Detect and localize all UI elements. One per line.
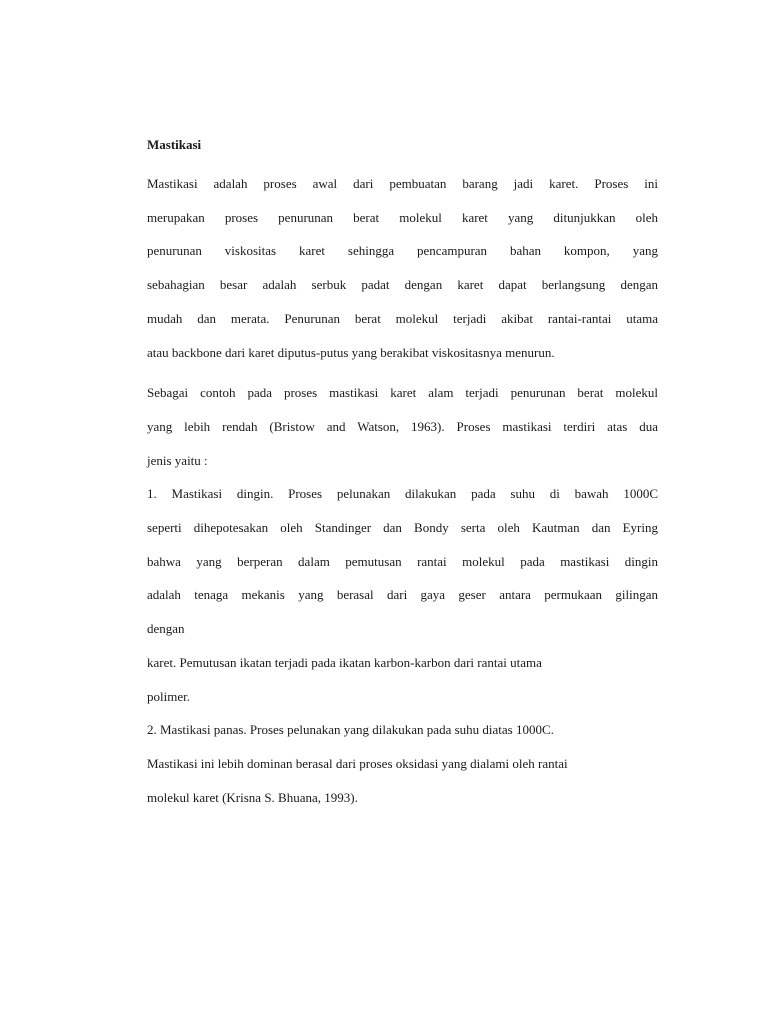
text-line: Mastikasi ini lebih dominan berasal dari proses oksidasi yang dialami oleh rantai — [147, 755, 568, 771]
text-line: sebahagian besar adalah serbuk padat dengan karet dapat berlangsung dengan — [147, 277, 658, 293]
text-line: bahwa yang berperan dalam pemutusan rantai molekul pada mastikasi dingin — [147, 553, 658, 569]
text-line: polimer. — [147, 688, 190, 704]
text-line: jenis yaitu : — [147, 452, 208, 468]
text-line: Sebagai contoh pada proses mastikasi karet alam terjadi penurunan berat molekul — [147, 385, 658, 401]
text-line: Mastikasi adalah proses awal dari pembuatan barang jadi karet. Proses ini — [147, 176, 658, 191]
text-line: penurunan viskositas karet sehingga pencampuran bahan kompon, yang — [147, 243, 658, 259]
section-heading: Mastikasi — [147, 137, 202, 152]
list-item-mastikasi-dingin — [147, 477, 658, 713]
text-line: 1. Mastikasi dingin. Proses pelunakan dilakukan pada suhu di bawah 1000C — [147, 486, 658, 502]
text-line: molekul karet (Krisna S. Bhuana, 1993). — [147, 789, 358, 805]
list-item-mastikasi-panas — [147, 713, 658, 814]
text-line: atau backbone dari karet diputus-putus yang berakibat viskositasnya menurun. — [147, 344, 555, 360]
paragraph-2 — [147, 376, 658, 477]
text-line: karet. Pemutusan ikatan terjadi pada ikatan karbon-karbon dari rantai utama — [147, 654, 542, 670]
text-line: mudah dan merata. Penurunan berat molekul terjadi akibat rantai-rantai utama — [147, 310, 658, 326]
text-line: adalah tenaga mekanis yang berasal dari gaya geser antara permukaan gilingan — [147, 587, 658, 603]
text-line: dengan — [147, 621, 185, 637]
text-line: seperti dihepotesakan oleh Standinger dan Bondy serta oleh Kautman dan Eyring — [147, 520, 658, 536]
paragraph-gap — [147, 369, 658, 376]
paragraph-1 — [147, 167, 658, 369]
text-line: 2. Mastikasi panas. Proses pelunakan yang dilakukan pada suhu diatas 1000C. — [147, 722, 554, 738]
text-line: yang lebih rendah (Bristow and Watson, 1963). Proses mastikasi terdiri atas dua — [147, 418, 658, 434]
document-body — [147, 133, 658, 814]
text-line: merupakan proses penurunan berat molekul karet yang ditunjukkan oleh — [147, 209, 658, 225]
